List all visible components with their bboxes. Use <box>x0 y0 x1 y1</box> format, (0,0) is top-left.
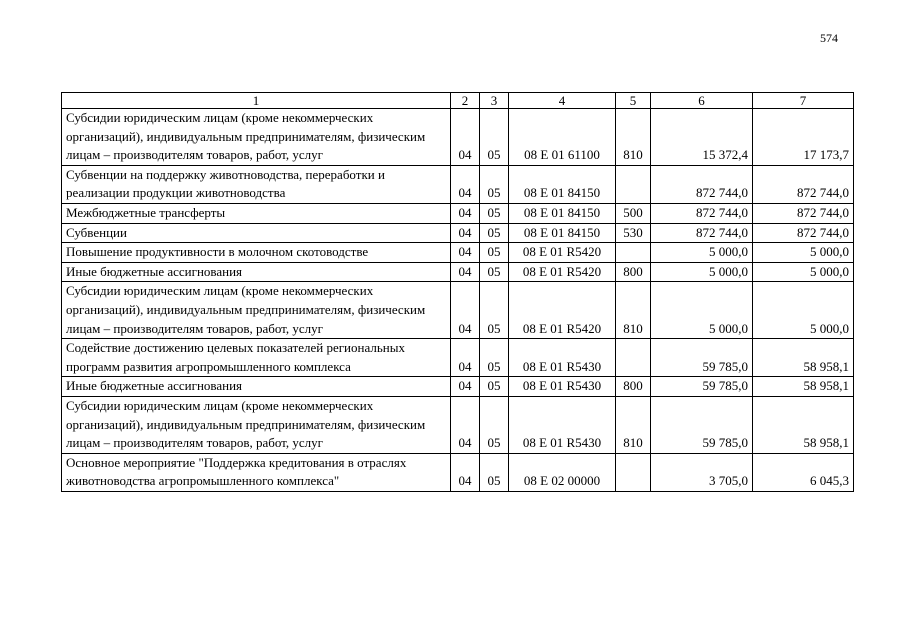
table-row <box>62 339 854 377</box>
row-amount-col6-cell: 59 785,0 <box>651 396 753 453</box>
header-cell: 3 <box>480 93 509 109</box>
row-subsection-cell: 05 <box>480 339 509 377</box>
row-target-article-cell: 08 E 02 00000 <box>509 453 616 491</box>
row-name-cell: Субвенции на поддержку животноводства, переработки и реализации продукции животноводства <box>62 165 451 203</box>
row-expense-type-cell <box>616 453 651 491</box>
header-cell: 7 <box>753 93 854 109</box>
row-target-article-cell: 08 E 01 R5420 <box>509 262 616 282</box>
row-subsection-cell: 05 <box>480 396 509 453</box>
row-amount-col7-cell: 58 958,1 <box>753 339 854 377</box>
row-amount-col7-cell: 872 744,0 <box>753 165 854 203</box>
table-header-row <box>62 93 854 109</box>
row-expense-type-cell <box>616 165 651 203</box>
row-section-cell: 04 <box>451 282 480 339</box>
row-amount-col7-cell: 5 000,0 <box>753 282 854 339</box>
row-subsection-cell: 05 <box>480 203 509 223</box>
row-target-article-cell: 08 E 01 61100 <box>509 109 616 166</box>
row-section-cell: 04 <box>451 377 480 397</box>
table-row <box>62 396 854 453</box>
row-expense-type-cell: 810 <box>616 282 651 339</box>
row-name-cell: Содействие достижению целевых показателей региональных программ развития агропромышленного комплекса <box>62 339 451 377</box>
row-name-cell: Субсидии юридическим лицам (кроме некоммерческих организаций), индивидуальным предпринимателям, физическим лицам – производителям товаров, работ, услуг <box>62 282 451 339</box>
table-row <box>62 262 854 282</box>
row-subsection-cell: 05 <box>480 243 509 263</box>
header-cell: 1 <box>62 93 451 109</box>
row-amount-col7-cell: 872 744,0 <box>753 203 854 223</box>
row-subsection-cell: 05 <box>480 377 509 397</box>
row-name-cell: Иные бюджетные ассигнования <box>62 262 451 282</box>
row-amount-col6-cell: 872 744,0 <box>651 203 753 223</box>
row-amount-col6-cell: 59 785,0 <box>651 339 753 377</box>
row-expense-type-cell: 530 <box>616 223 651 243</box>
row-section-cell: 04 <box>451 109 480 166</box>
row-amount-col7-cell: 5 000,0 <box>753 243 854 263</box>
row-amount-col6-cell: 5 000,0 <box>651 282 753 339</box>
row-amount-col7-cell: 6 045,3 <box>753 453 854 491</box>
table-row <box>62 453 854 491</box>
row-section-cell: 04 <box>451 396 480 453</box>
row-expense-type-cell: 500 <box>616 203 651 223</box>
row-amount-col6-cell: 872 744,0 <box>651 223 753 243</box>
row-amount-col7-cell: 872 744,0 <box>753 223 854 243</box>
row-target-article-cell: 08 E 01 84150 <box>509 223 616 243</box>
table-row <box>62 223 854 243</box>
row-target-article-cell: 08 E 01 84150 <box>509 203 616 223</box>
row-subsection-cell: 05 <box>480 282 509 339</box>
row-amount-col7-cell: 5 000,0 <box>753 262 854 282</box>
row-target-article-cell: 08 E 01 R5420 <box>509 282 616 339</box>
row-section-cell: 04 <box>451 165 480 203</box>
row-subsection-cell: 05 <box>480 165 509 203</box>
row-name-cell: Основное мероприятие "Поддержка кредитования в отраслях животноводства агропромышленного комплекса" <box>62 453 451 491</box>
row-subsection-cell: 05 <box>480 223 509 243</box>
table-row <box>62 377 854 397</box>
row-amount-col7-cell: 58 958,1 <box>753 396 854 453</box>
row-amount-col6-cell: 59 785,0 <box>651 377 753 397</box>
row-target-article-cell: 08 E 01 R5420 <box>509 243 616 263</box>
row-amount-col6-cell: 15 372,4 <box>651 109 753 166</box>
table-row <box>62 109 854 166</box>
row-section-cell: 04 <box>451 262 480 282</box>
row-name-cell: Межбюджетные трансферты <box>62 203 451 223</box>
row-section-cell: 04 <box>451 203 480 223</box>
row-target-article-cell: 08 E 01 R5430 <box>509 339 616 377</box>
row-section-cell: 04 <box>451 339 480 377</box>
header-cell: 5 <box>616 93 651 109</box>
header-cell: 4 <box>509 93 616 109</box>
row-expense-type-cell <box>616 339 651 377</box>
row-amount-col6-cell: 3 705,0 <box>651 453 753 491</box>
table-row <box>62 203 854 223</box>
budget-table <box>61 92 854 492</box>
table-row <box>62 165 854 203</box>
row-expense-type-cell: 810 <box>616 109 651 166</box>
row-expense-type-cell: 800 <box>616 377 651 397</box>
table-row <box>62 282 854 339</box>
table-row <box>62 243 854 263</box>
row-expense-type-cell: 800 <box>616 262 651 282</box>
row-expense-type-cell <box>616 243 651 263</box>
row-target-article-cell: 08 E 01 84150 <box>509 165 616 203</box>
page-number: 574 <box>820 31 838 45</box>
row-name-cell: Субсидии юридическим лицам (кроме некоммерческих организаций), индивидуальным предпринимателям, физическим лицам – производителям товаров, работ, услуг <box>62 109 451 166</box>
row-amount-col6-cell: 5 000,0 <box>651 262 753 282</box>
row-amount-col7-cell: 58 958,1 <box>753 377 854 397</box>
row-name-cell: Субсидии юридическим лицам (кроме некоммерческих организаций), индивидуальным предпринимателям, физическим лицам – производителям товаров, работ, услуг <box>62 396 451 453</box>
row-amount-col6-cell: 872 744,0 <box>651 165 753 203</box>
row-name-cell: Иные бюджетные ассигнования <box>62 377 451 397</box>
row-section-cell: 04 <box>451 223 480 243</box>
row-amount-col6-cell: 5 000,0 <box>651 243 753 263</box>
header-cell: 2 <box>451 93 480 109</box>
row-target-article-cell: 08 E 01 R5430 <box>509 377 616 397</box>
row-subsection-cell: 05 <box>480 262 509 282</box>
row-name-cell: Субвенции <box>62 223 451 243</box>
row-section-cell: 04 <box>451 243 480 263</box>
row-name-cell: Повышение продуктивности в молочном скотоводстве <box>62 243 451 263</box>
row-target-article-cell: 08 E 01 R5430 <box>509 396 616 453</box>
row-subsection-cell: 05 <box>480 453 509 491</box>
header-cell: 6 <box>651 93 753 109</box>
row-expense-type-cell: 810 <box>616 396 651 453</box>
row-subsection-cell: 05 <box>480 109 509 166</box>
row-amount-col7-cell: 17 173,7 <box>753 109 854 166</box>
row-section-cell: 04 <box>451 453 480 491</box>
